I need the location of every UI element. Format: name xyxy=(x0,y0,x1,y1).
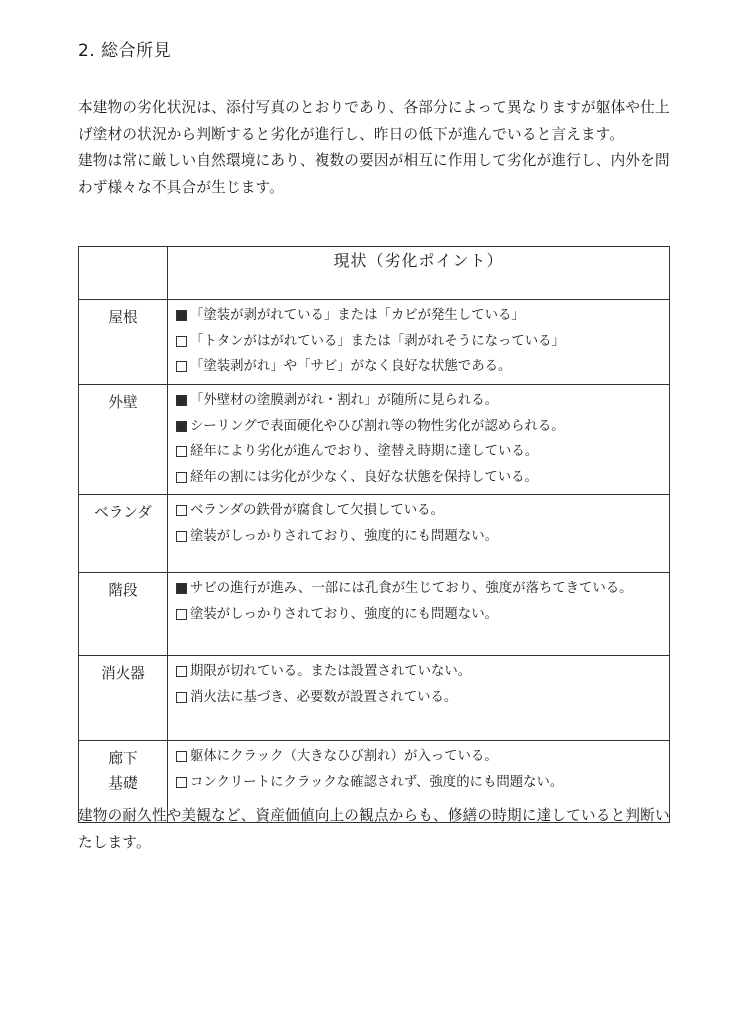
checklist-item xyxy=(176,303,663,329)
checklist-item-text: 躯体にクラック（大きなひび割れ）が入っている。 xyxy=(190,749,498,764)
intro-paragraph: 本建物の劣化状況は、添付写真のとおりであり、各部分によって異なりますが躯体や仕上げ塗材の状況から判断すると劣化が進行し、昨日の低下が進んでいると言えます。 xyxy=(78,99,670,143)
checklist-item-text: 「塗装剥がれ」や「サビ」がなく良好な状態である。 xyxy=(190,359,512,374)
checklist-item xyxy=(176,465,663,491)
row-items xyxy=(168,300,670,385)
checklist-item xyxy=(176,576,663,602)
table-row xyxy=(79,656,670,741)
checklist-item xyxy=(176,354,663,380)
checklist-item-text: サビの進行が進み、一部には孔食が生じており、強度が落ちてきている。 xyxy=(190,581,633,596)
unchecked-box-icon xyxy=(176,472,187,483)
checklist-item-text: シーリングで表面硬化やひび割れ等の物性劣化が認められる。 xyxy=(190,418,565,434)
unchecked-box-icon xyxy=(176,505,187,516)
table-corner-cell xyxy=(79,247,168,300)
table-header: 現状（劣化ポイント） xyxy=(168,247,670,300)
checklist-item xyxy=(176,388,663,414)
row-label: 階段 xyxy=(79,573,168,656)
checked-box-icon xyxy=(176,395,187,406)
row-items xyxy=(168,495,670,573)
checklist-item xyxy=(176,498,663,524)
table-row xyxy=(79,495,670,573)
row-label: ベランダ xyxy=(79,495,168,573)
unchecked-box-icon xyxy=(176,666,187,677)
checked-box-icon xyxy=(176,421,187,432)
unchecked-box-icon xyxy=(176,777,187,788)
checklist-item-text: 塗装がしっかりされており、強度的にも問題ない。 xyxy=(190,606,498,622)
unchecked-box-icon xyxy=(176,361,187,372)
checklist-item-text: 経年により劣化が進んでおり、塗替え時期に達している。 xyxy=(190,444,539,459)
table-row xyxy=(79,573,670,656)
row-label: 消火器 xyxy=(79,656,168,741)
unchecked-box-icon xyxy=(176,531,187,542)
row-label: 外壁 xyxy=(79,385,168,495)
checklist-item-text: 「トタンがはがれている」または「剥がれそうになっている」 xyxy=(190,333,565,349)
unchecked-box-icon xyxy=(176,609,187,620)
checklist-item xyxy=(176,524,663,550)
table-row xyxy=(79,300,670,385)
checklist-item-text: コンクリートにクラックな確認されず、強度的にも問題ない。 xyxy=(190,774,564,790)
row-items xyxy=(168,656,670,741)
checklist-item xyxy=(176,659,663,685)
checklist-item-text: ベランダの鉄骨が腐食して欠損している。 xyxy=(190,503,444,518)
checklist-item-text: 期限が切れている。または設置されていない。 xyxy=(190,664,472,679)
intro-paragraph: 建物は常に厳しい自然環境にあり、複数の要因が相互に作用して劣化が進行し、内外を問わず様々な不具合が生じます。 xyxy=(78,152,670,196)
checklist-item xyxy=(176,329,663,355)
findings-table xyxy=(78,246,670,823)
checklist-item xyxy=(176,439,663,465)
checklist-item xyxy=(176,602,663,628)
checklist-item xyxy=(176,744,663,770)
row-label: 廊下 基礎 xyxy=(79,741,168,823)
checklist-item-text: 塗装がしっかりされており、強度的にも問題ない。 xyxy=(190,528,498,544)
checked-box-icon xyxy=(176,583,187,594)
intro-paragraphs xyxy=(78,95,678,201)
row-items xyxy=(168,573,670,656)
checked-box-icon xyxy=(176,310,187,321)
unchecked-box-icon xyxy=(176,336,187,347)
row-label: 屋根 xyxy=(79,300,168,385)
table-row xyxy=(79,385,670,495)
unchecked-box-icon xyxy=(176,751,187,762)
row-items xyxy=(168,385,670,495)
checklist-item-text: 消火法に基づき、必要数が設置されている。 xyxy=(190,689,458,705)
unchecked-box-icon xyxy=(176,692,187,703)
section-title: 2. 総合所見 xyxy=(78,41,172,61)
checklist-item xyxy=(176,770,663,796)
checklist-item-text: 経年の割には劣化が少なく、良好な状態を保持している。 xyxy=(190,469,538,485)
checklist-item-text: 「外壁材の塗膜剥がれ・割れ」が随所に見られる。 xyxy=(190,393,498,408)
checklist-item-text: 「塗装が剥がれている」または「カビが発生している」 xyxy=(190,308,525,323)
checklist-item xyxy=(176,685,663,711)
unchecked-box-icon xyxy=(176,446,187,457)
checklist-item xyxy=(176,414,663,440)
conclusion-paragraph: 建物の耐久性や美観など、資産価値向上の観点からも、修繕の時期に達していると判断いたします。 xyxy=(78,807,670,851)
